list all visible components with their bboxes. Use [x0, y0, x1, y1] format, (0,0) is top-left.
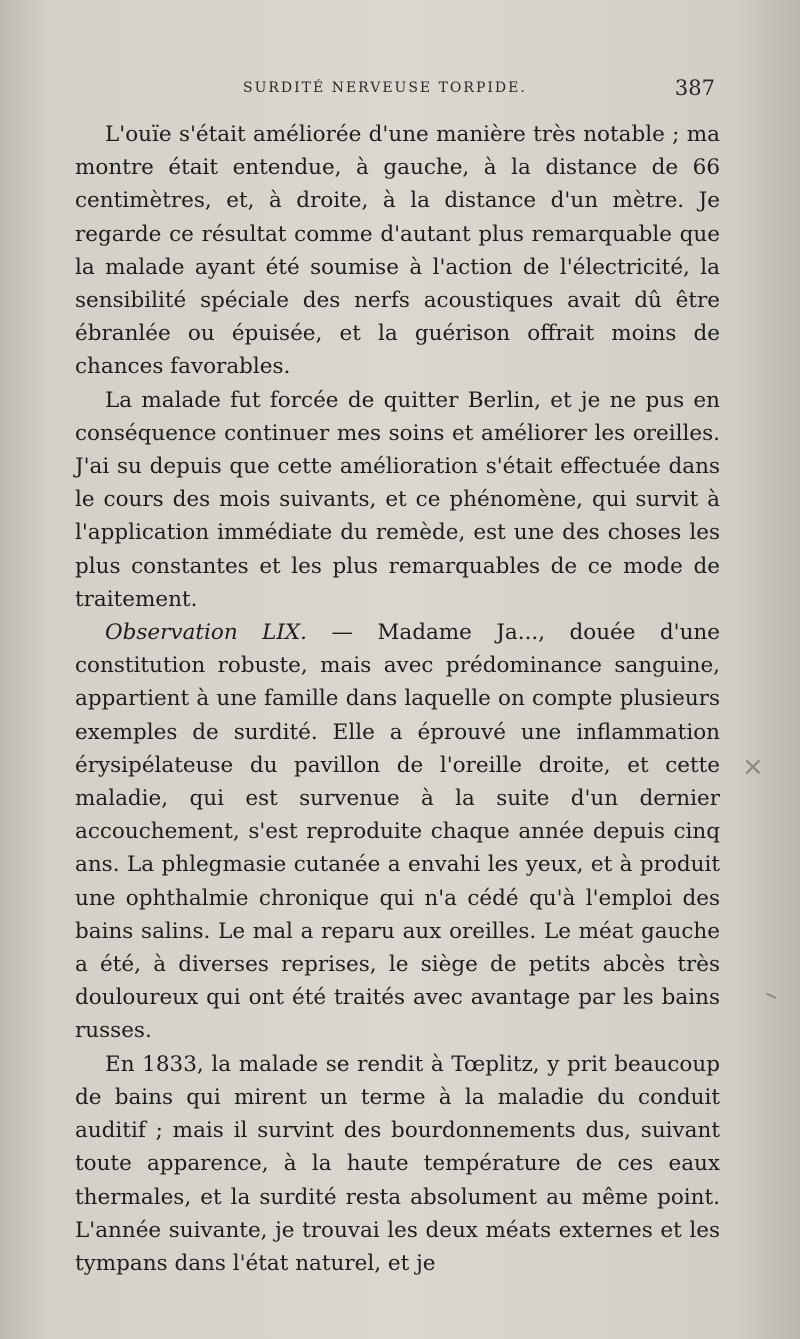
margin-dash-mark: – — [759, 978, 784, 1012]
paragraph-1 — [75, 118, 720, 384]
paragraph-2 — [75, 384, 720, 616]
page-number: 387 — [674, 76, 715, 100]
paragraph-4-text: En 1833, la malade se rendit à Tœplitz, y prit beaucoup de bains qui mirent un terme à la maladie du conduit auditif ; mais il survint des bourdonnements dus, suivant toute apparence, à la haute température de ces eaux thermales, et la surdité resta absolument au même point. L'année suivante, je trouvai les deux méats externes et les tympans dans l'état naturel, et je — [75, 1051, 720, 1276]
paragraph-3-text: — Madame Ja..., douée d'une constitution robuste, mais avec prédominance sanguine, appartient à une famille dans laquelle on compte plusieurs exemples de surdité. Elle a éprouvé une inflammation érysipélateuse du pavillon de l'oreille droite, et cette maladie, qui est survenue à la suite d'un dernier accouchement, s'est reproduite chaque année depuis cinq ans. La phlegmasie cutanée a envahi les yeux, et à produit une ophthalmie chronique qui n'a cédé qu'à l'emploi des bains salins. Le mal a reparu aux oreilles. Le méat gauche a été, à diverses reprises, le siège de petits abcès très douloureux qui ont été traités avec avantage par les bains russes. — [75, 620, 720, 1044]
page-header — [75, 78, 715, 108]
paragraph-1-text: L'ouïe s'était améliorée d'une manière très notable ; ma montre était entendue, à gauche, à la distance de 66 centimètres, et, à droite, à la distance d'un mètre. Je regarde ce résultat comme d'autant plus remarquable que la malade ayant été soumise à l'action de l'électricité, la sensibilité spéciale des nerfs acoustiques avait dû être ébranlée ou épuisée, et la guérison offrait moins de chances favorables. — [75, 122, 720, 380]
page-body — [75, 118, 720, 1280]
running-head: SURDITÉ NERVEUSE TORPIDE. — [243, 80, 527, 96]
observation-title: Observation LIX. — [105, 620, 308, 646]
paragraph-4 — [75, 1048, 720, 1280]
paragraph-observation — [75, 616, 720, 1048]
paragraph-2-text: La malade fut forcée de quitter Berlin, et je ne pus en conséquence continuer mes soins et améliorer les oreilles. J'ai su depuis que cette amélioration s'était effectuée dans le cours des mois suivants, et ce phénomène, qui survit à l'application immédiate du remède, est une des choses les plus constantes et les plus remarquables de ce mode de traitement. — [75, 387, 720, 612]
margin-cross-mark: × — [742, 752, 764, 782]
